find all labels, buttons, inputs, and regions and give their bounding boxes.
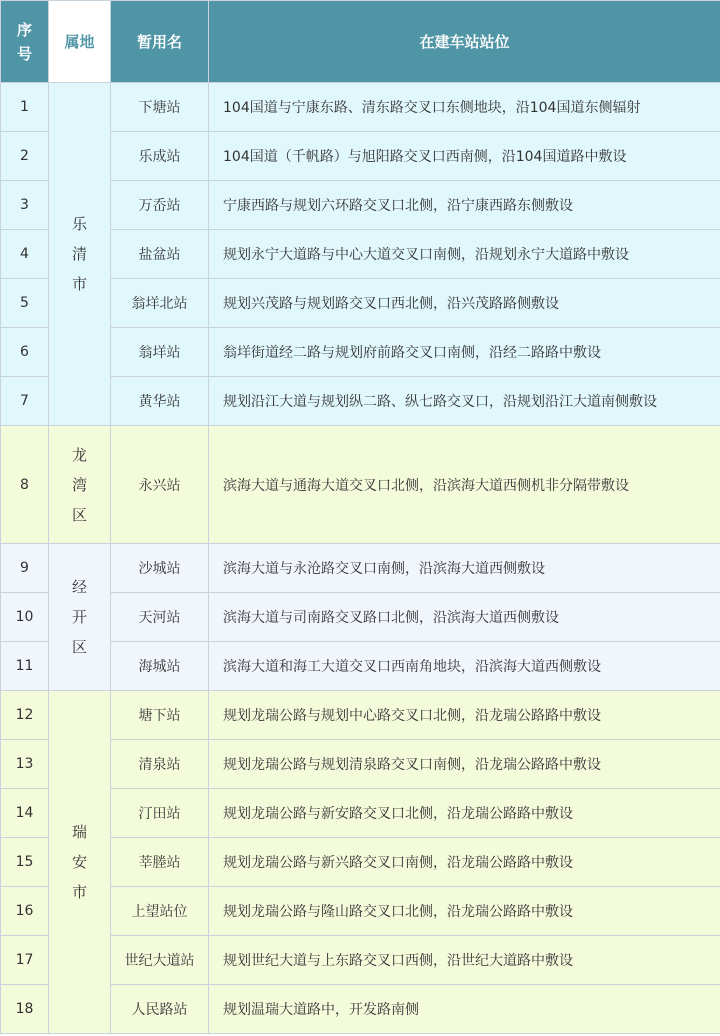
region-cell: 乐 清 市 (49, 83, 111, 426)
station-location: 104国道与宁康东路、清东路交叉口东侧地块，沿104国道东侧辐射 (209, 83, 720, 132)
table-row (1, 426, 720, 544)
station-location: 翁垟街道经二路与规划府前路交叉口南侧，沿经二路路中敷设 (209, 328, 720, 377)
station-name: 清泉站 (111, 740, 209, 789)
station-name: 翁垟站 (111, 328, 209, 377)
station-name: 永兴站 (111, 426, 209, 544)
station-name: 塘下站 (111, 691, 209, 740)
station-location: 宁康西路与规划六环路交叉口北侧，沿宁康西路东侧敷设 (209, 181, 720, 230)
header-seq: 序号 (1, 1, 49, 83)
region-cell: 龙 湾 区 (49, 426, 111, 544)
station-name: 天河站 (111, 593, 209, 642)
row-seq: 9 (1, 544, 49, 593)
row-seq: 12 (1, 691, 49, 740)
station-location: 规划世纪大道与上东路交叉口西侧，沿世纪大道路中敷设 (209, 936, 720, 985)
station-location: 规划龙瑞公路与新安路交叉口北侧，沿龙瑞公路路中敷设 (209, 789, 720, 838)
station-location: 规划龙瑞公路与规划清泉路交叉口南侧，沿龙瑞公路路中敷设 (209, 740, 720, 789)
station-name: 乐成站 (111, 132, 209, 181)
station-location: 滨海大道与通海大道交叉口北侧，沿滨海大道西侧机非分隔带敷设 (209, 426, 720, 544)
table-header-row (1, 1, 720, 83)
station-location: 104国道（千帆路）与旭阳路交叉口西南侧，沿104国道路中敷设 (209, 132, 720, 181)
station-name: 万岙站 (111, 181, 209, 230)
station-location: 规划永宁大道路与中心大道交叉口南侧，沿规划永宁大道路中敷设 (209, 230, 720, 279)
row-seq: 1 (1, 83, 49, 132)
header-location: 在建车站站位 (209, 1, 720, 83)
station-location: 规划沿江大道与规划纵二路、纵七路交叉口，沿规划沿江大道南侧敷设 (209, 377, 720, 426)
station-location: 规划兴茂路与规划路交叉口西北侧，沿兴茂路路侧敷设 (209, 279, 720, 328)
station-location: 滨海大道和海工大道交叉口西南角地块，沿滨海大道西侧敷设 (209, 642, 720, 691)
station-name: 海城站 (111, 642, 209, 691)
row-seq: 13 (1, 740, 49, 789)
row-seq: 11 (1, 642, 49, 691)
station-name: 沙城站 (111, 544, 209, 593)
region-cell: 瑞 安 市 (49, 691, 111, 1034)
row-seq: 4 (1, 230, 49, 279)
station-name: 黄华站 (111, 377, 209, 426)
row-seq: 6 (1, 328, 49, 377)
row-seq: 8 (1, 426, 49, 544)
header-region: 属地 (49, 1, 111, 83)
row-seq: 17 (1, 936, 49, 985)
station-name: 汀田站 (111, 789, 209, 838)
station-location: 滨海大道与司南路交叉路口北侧，沿滨海大道西侧敷设 (209, 593, 720, 642)
station-location: 滨海大道与永沧路交叉口南侧，沿滨海大道西侧敷设 (209, 544, 720, 593)
row-seq: 18 (1, 985, 49, 1034)
row-seq: 10 (1, 593, 49, 642)
row-seq: 2 (1, 132, 49, 181)
row-seq: 5 (1, 279, 49, 328)
station-name: 上望站位 (111, 887, 209, 936)
table-row (1, 691, 720, 740)
table-row (1, 544, 720, 593)
row-seq: 3 (1, 181, 49, 230)
region-cell: 经 开 区 (49, 544, 111, 691)
station-name: 人民路站 (111, 985, 209, 1034)
station-location: 规划龙瑞公路与隆山路交叉口北侧，沿龙瑞公路路中敷设 (209, 887, 720, 936)
station-location: 规划温瑞大道路中，开发路南侧 (209, 985, 720, 1034)
row-seq: 7 (1, 377, 49, 426)
station-name: 下塘站 (111, 83, 209, 132)
station-name: 翁垟北站 (111, 279, 209, 328)
row-seq: 14 (1, 789, 49, 838)
station-location: 规划龙瑞公路与新兴路交叉口南侧，沿龙瑞公路路中敷设 (209, 838, 720, 887)
station-name: 莘塍站 (111, 838, 209, 887)
header-name: 暂用名 (111, 1, 209, 83)
station-location: 规划龙瑞公路与规划中心路交叉口北侧，沿龙瑞公路路中敷设 (209, 691, 720, 740)
station-name: 盐盆站 (111, 230, 209, 279)
row-seq: 16 (1, 887, 49, 936)
row-seq: 15 (1, 838, 49, 887)
table-row (1, 83, 720, 132)
station-name: 世纪大道站 (111, 936, 209, 985)
